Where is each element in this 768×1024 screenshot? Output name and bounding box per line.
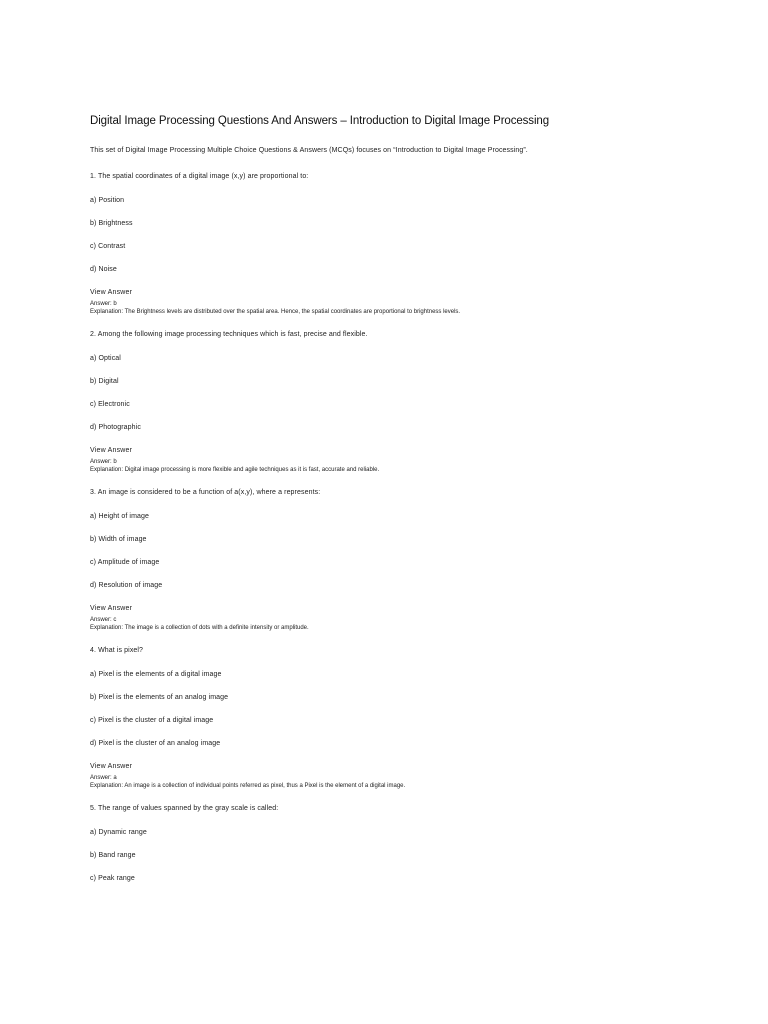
question-text: 4. What is pixel? <box>90 647 144 654</box>
answer-option: c) Electronic <box>90 401 130 408</box>
answer-option: b) Digital <box>90 378 119 385</box>
document-intro: This set of Digital Image Processing Multiple Choice Questions & Answers (MCQs) focuses on “Introduction to Digital Image Processing”. <box>90 147 528 154</box>
answer-option: d) Noise <box>90 266 117 273</box>
answer-option: a) Height of image <box>90 513 149 520</box>
view-answer-link[interactable]: View Answer <box>90 605 133 612</box>
answer-option: c) Contrast <box>90 243 126 250</box>
answer-key: Answer: c <box>90 617 117 623</box>
question-text: 5. The range of values spanned by the gray scale is called: <box>90 805 279 812</box>
answer-option: b) Width of image <box>90 536 147 543</box>
answer-option: d) Photographic <box>90 424 141 431</box>
question-block <box>90 331 730 474</box>
document-page <box>90 115 730 898</box>
document-title: Digital Image Processing Questions And Answers – Introduction to Digital Image Processing <box>90 115 550 127</box>
question-block <box>90 805 730 882</box>
answer-explanation: Explanation: The Brightness levels are distributed over the spatial area. Hence, the spatial coordinates are proportional to brightness levels. <box>90 309 461 315</box>
question-block <box>90 489 730 632</box>
view-answer-link[interactable]: View Answer <box>90 763 133 770</box>
question-block <box>90 647 730 790</box>
question-text: 1. The spatial coordinates of a digital image (x,y) are proportional to: <box>90 173 309 180</box>
answer-option: a) Position <box>90 197 125 204</box>
answer-option: a) Pixel is the elements of a digital image <box>90 671 222 678</box>
answer-key: Answer: b <box>90 459 117 465</box>
view-answer-link[interactable]: View Answer <box>90 289 133 296</box>
answer-option: d) Resolution of image <box>90 582 163 589</box>
answer-explanation: Explanation: The image is a collection of dots with a definite intensity or amplitude. <box>90 625 309 631</box>
answer-option: b) Band range <box>90 852 136 859</box>
answer-option: d) Pixel is the cluster of an analog image <box>90 740 221 747</box>
question-text: 2. Among the following image processing techniques which is fast, precise and flexible. <box>90 331 368 338</box>
answer-key: Answer: b <box>90 301 117 307</box>
answer-option: c) Peak range <box>90 875 135 882</box>
answer-option: b) Pixel is the elements of an analog image <box>90 694 229 701</box>
answer-option: b) Brightness <box>90 220 133 227</box>
answer-option: c) Pixel is the cluster of a digital image <box>90 717 214 724</box>
answer-explanation: Explanation: Digital image processing is more flexible and agile techniques as it is fast, accurate and reliable. <box>90 467 380 473</box>
answer-key: Answer: a <box>90 775 117 781</box>
answer-explanation: Explanation: An image is a collection of individual points referred as pixel, thus a Pixel is the element of a digital image. <box>90 783 406 789</box>
answer-option: c) Amplitude of image <box>90 559 160 566</box>
answer-option: a) Optical <box>90 355 121 362</box>
question-text: 3. An image is considered to be a function of a(x,y), where a represents: <box>90 489 321 496</box>
view-answer-link[interactable]: View Answer <box>90 447 133 454</box>
question-block <box>90 173 730 316</box>
answer-option: a) Dynamic range <box>90 829 147 836</box>
